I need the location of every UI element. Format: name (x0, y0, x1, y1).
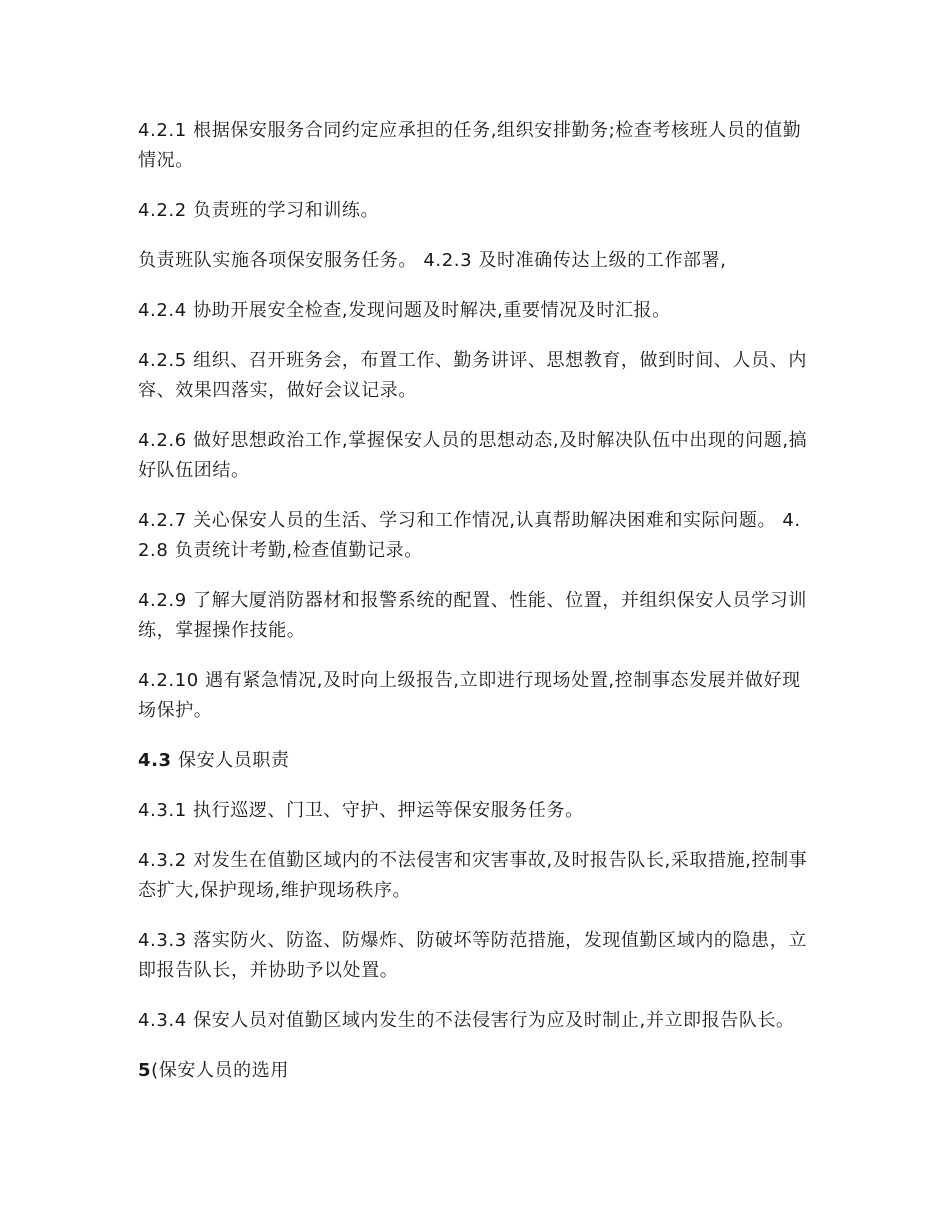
section-number: 5 (138, 1060, 152, 1081)
paragraph-4-3-3: 4.3.3 落实防火、防盗、防爆炸、防破坏等防范措施，发现值勤区域内的隐患，立即报告队长，并协助予以处置。 (138, 930, 807, 981)
section-heading-5 (138, 1056, 818, 1086)
paragraph-4-2-7: 4.2.7 关心保安人员的生活、学习和工作情况,认真帮助解决困难和实际问题。 4.2.8 负责统计考勤,检查值勤记录。 (138, 510, 801, 561)
paragraph-4-2-6: 4.2.6 做好思想政治工作,掌握保安人员的思想动态,及时解决队伍中出现的问题,搞好队伍团结。 (138, 430, 808, 481)
paragraph-4-2-1: 4.2.1 根据保安服务合同约定应承担的任务,组织安排勤务;检查考核班人员的值勤情况。 (138, 120, 802, 171)
paragraph-4-2-5: 4.2.5 组织、召开班务会，布置工作、勤务讲评、思想教育，做到时间、人员、内容、效果四落实，做好会议记录。 (138, 350, 807, 401)
paragraph-4-3-2: 4.3.2 对发生在值勤区域内的不法侵害和灾害事故,及时报告队长,采取措施,控制事态扩大,保护现场,维护现场秩序。 (138, 850, 808, 901)
paragraph-4-3-4: 4.3.4 保安人员对值勤区域内发生的不法侵害行为应及时制止,并立即报告队长。 (138, 1010, 795, 1031)
section-number: 4.3 (138, 750, 172, 771)
paragraph-4-2-2: 4.2.2 负责班的学习和训练。 (138, 200, 380, 221)
document-page (138, 116, 818, 1106)
paragraph-4-2-3: 负责班队实施各项保安服务任务。 4.2.3 及时准确传达上级的工作部署, (138, 250, 727, 271)
paragraph-4-3-1: 4.3.1 执行巡逻、门卫、守护、押运等保安服务任务。 (138, 800, 584, 821)
section-title: 保安人员职责 (171, 750, 290, 771)
section-title: (保安人员的选用 (151, 1060, 289, 1081)
paragraph-4-2-10: 4.2.10 遇有紧急情况,及时向上级报告,立即进行现场处置,控制事态发展并做好现场保护。 (138, 670, 801, 721)
paragraph-4-2-4: 4.2.4 协助开展安全检查,发现问题及时解决,重要情况及时汇报。 (138, 300, 671, 321)
paragraph-4-2-9: 4.2.9 了解大厦消防器材和报警系统的配置、性能、位置，并组织保安人员学习训练，掌握操作技能。 (138, 590, 807, 641)
section-heading-4-3 (138, 746, 818, 776)
